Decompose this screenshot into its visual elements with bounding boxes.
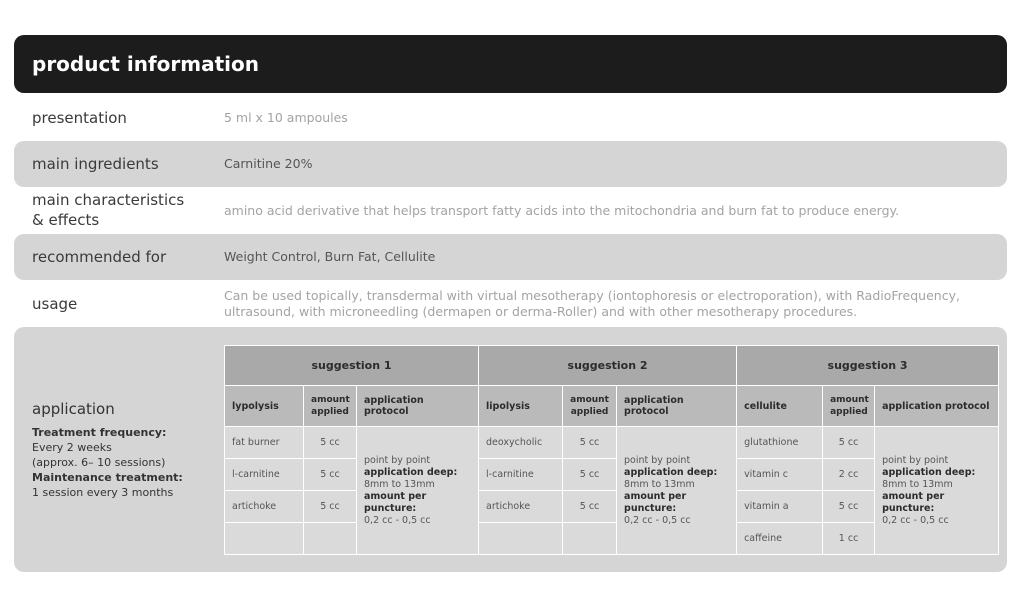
item-amount: 5 cc xyxy=(563,427,617,459)
presentation-label: presentation xyxy=(32,109,127,127)
item-amount: 5 cc xyxy=(304,491,357,523)
suggestion-3-title: suggestion 3 xyxy=(737,346,999,386)
item-amount: 1 cc xyxy=(823,523,875,555)
item-amount: 5 cc xyxy=(823,427,875,459)
item-name: deoxycholic xyxy=(479,427,563,459)
col-header: cellulite xyxy=(737,386,823,427)
col-header-amount: amount applied xyxy=(304,386,357,427)
item-amount: 5 cc xyxy=(304,459,357,491)
application-notes xyxy=(32,425,222,500)
recommended-label: recommended for xyxy=(32,248,167,266)
item-name: artichoke xyxy=(225,491,304,523)
row-usage xyxy=(14,284,1007,324)
col-header-amount: amount applied xyxy=(823,386,875,427)
characteristics-label-1: main characteristics xyxy=(32,191,185,209)
col-header-amount: amount applied xyxy=(563,386,617,427)
suggestion-1-title: suggestion 1 xyxy=(225,346,479,386)
item-amount: 5 cc xyxy=(304,427,357,459)
col-header: application protocol xyxy=(875,386,999,427)
item-name: l-carnitine xyxy=(225,459,304,491)
item-amount: 5 cc xyxy=(563,491,617,523)
item-amount: 5 cc xyxy=(823,491,875,523)
suggestion-title-row xyxy=(225,346,999,386)
row-application xyxy=(14,327,1007,572)
treatment-frequency-title: Treatment frequency: xyxy=(32,426,167,439)
application-protocol-2: point by point application deep: 8mm to 13mm amount per puncture: 0,2 cc - 0,5 cc xyxy=(617,427,737,555)
treatment-frequency-2: (approx. 6– 10 sessions) xyxy=(32,456,166,469)
item-name: vitamin c xyxy=(737,459,823,491)
page-title: product information xyxy=(32,52,259,76)
col-header: lypolysis xyxy=(225,386,304,427)
usage-label: usage xyxy=(32,295,78,313)
item-amount xyxy=(563,523,617,555)
treatment-frequency-1: Every 2 weeks xyxy=(32,441,112,454)
item-name: artichoke xyxy=(479,491,563,523)
ingredients-label: main ingredients xyxy=(32,155,159,173)
row-characteristics xyxy=(14,189,1007,231)
item-amount xyxy=(304,523,357,555)
table-row xyxy=(225,427,999,459)
application-protocol-3: point by point application deep: 8mm to 13mm amount per puncture: 0,2 cc - 0,5 cc xyxy=(875,427,999,555)
maintenance-1: 1 session every 3 months xyxy=(32,486,174,499)
col-header: application protocol xyxy=(357,386,479,427)
col-header: lipolysis xyxy=(479,386,563,427)
application-label: application xyxy=(32,400,115,418)
usage-value-2: ultrasound, with microneedling (dermapen or derma-Roller) and with other mesotherapy procedures. xyxy=(224,304,858,319)
item-name: l-carnitine xyxy=(479,459,563,491)
row-main-ingredients xyxy=(14,141,1007,187)
item-amount: 2 cc xyxy=(823,459,875,491)
application-protocol-1: point by point application deep: 8mm to 13mm amount per puncture: 0,2 cc - 0,5 cc xyxy=(357,427,479,555)
item-amount: 5 cc xyxy=(563,459,617,491)
characteristics-value: amino acid derivative that helps transport fatty acids into the mitochondria and burn fat to produce energy. xyxy=(224,203,900,218)
characteristics-label-2: & effects xyxy=(32,211,100,229)
row-presentation xyxy=(14,101,1007,135)
recommended-value: Weight Control, Burn Fat, Cellulite xyxy=(224,249,436,264)
suggestions-table xyxy=(224,345,999,555)
presentation-value: 5 ml x 10 ampoules xyxy=(224,110,348,125)
item-name: glutathione xyxy=(737,427,823,459)
item-name xyxy=(479,523,563,555)
maintenance-title: Maintenance treatment: xyxy=(32,471,183,484)
item-name: vitamin a xyxy=(737,491,823,523)
row-recommended-for xyxy=(14,234,1007,280)
suggestion-2-title: suggestion 2 xyxy=(479,346,737,386)
column-header-row xyxy=(225,386,999,427)
item-name: caffeine xyxy=(737,523,823,555)
item-name xyxy=(225,523,304,555)
usage-value-1: Can be used topically, transdermal with virtual mesotherapy (iontophoresis or electroporation), with RadioFrequency, xyxy=(224,288,960,303)
ingredients-value: Carnitine 20% xyxy=(224,156,313,171)
item-name: fat burner xyxy=(225,427,304,459)
col-header: application protocol xyxy=(617,386,737,427)
product-information-header xyxy=(14,35,1007,93)
